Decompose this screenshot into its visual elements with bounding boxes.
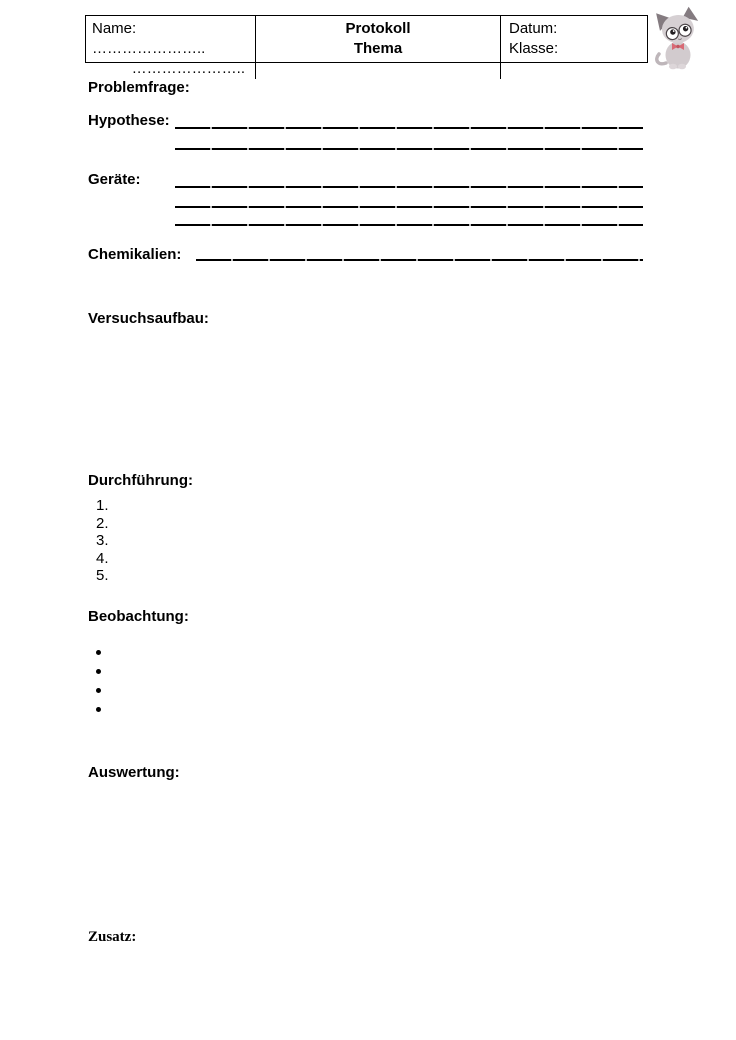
header-table [85, 15, 648, 77]
bullet-point [96, 707, 101, 712]
document-title: Protokoll [345, 20, 411, 37]
hypothese-blank-line-1 [175, 127, 643, 129]
list-item: 2. [96, 514, 109, 532]
list-item: 1. [96, 497, 109, 514]
list-item: 4. [96, 549, 109, 567]
section-label-problemfrage: Problemfrage: [88, 79, 190, 96]
section-label-beobachtung: Beobachtung: [88, 608, 189, 625]
section-label-hypothese: Hypothese: [88, 112, 170, 129]
section-label-geraete: Geräte: [88, 171, 141, 188]
list-item: 3. [96, 532, 109, 549]
geraete-blank-line-2 [175, 206, 643, 208]
bullet-point [96, 688, 101, 693]
kitten-illustration-icon [650, 6, 708, 70]
document-subtitle: Thema [353, 40, 403, 57]
geraete-blank-line-3 [175, 224, 643, 226]
bullet-point [96, 669, 101, 674]
header-cell-info [501, 16, 649, 79]
chemikalien-blank-line [196, 259, 643, 261]
bullet-point [96, 650, 101, 655]
section-label-chemikalien: Chemikalien: [88, 246, 182, 263]
section-label-auswertung: Auswertung: [88, 764, 180, 781]
beobachtung-bullet-list [96, 650, 101, 712]
hypothese-blank-line-2 [175, 148, 643, 150]
durchfuehrung-numbered-list [96, 497, 109, 585]
section-label-durchfuehrung: Durchführung: [88, 472, 193, 489]
name-label: Name: ………………….. [92, 20, 206, 57]
date-label: Datum: [509, 20, 558, 37]
section-label-zusatz: Zusatz: [88, 929, 137, 945]
header-cell-title [256, 16, 501, 79]
section-label-versuchsaufbau: Versuchsaufbau: [88, 310, 209, 327]
list-item: 5. [96, 567, 109, 584]
geraete-blank-line-1 [175, 186, 643, 188]
name-dots-line: ………………….. [131, 60, 245, 77]
class-label: Klasse: [509, 40, 559, 57]
header-cell-name [86, 16, 256, 79]
